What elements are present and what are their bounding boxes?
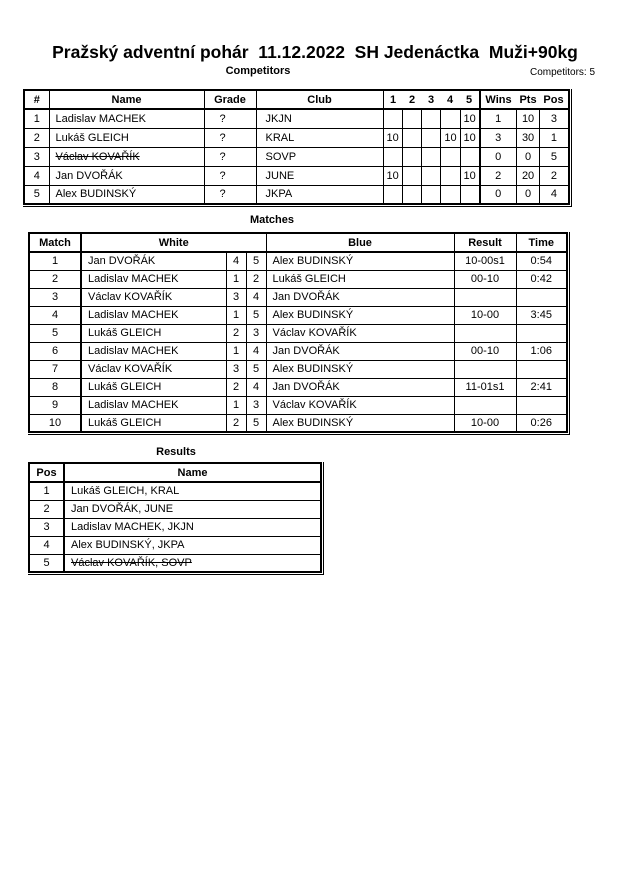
cell-pos: 2 xyxy=(29,500,64,518)
col-header-opp-2: 2 xyxy=(408,93,416,106)
col-header-match: Match xyxy=(29,233,81,252)
cell-white-name: Václav KOVAŘÍK xyxy=(81,360,226,378)
cell-pos: 5 xyxy=(540,147,569,166)
cell-time xyxy=(516,396,567,414)
cell-blue-number: 5 xyxy=(246,360,266,378)
cell-name: Alex BUDINSKÝ, JKPA xyxy=(64,536,321,554)
match-row xyxy=(29,306,567,324)
cell-blue-number: 2 xyxy=(246,270,266,288)
cell-white-name: Lukáš GLEICH xyxy=(81,378,226,396)
cell-vs-2 xyxy=(402,166,421,185)
cell-vs-1 xyxy=(383,109,402,128)
cell-name: Václav KOVAŘÍK, SOVP xyxy=(64,554,321,572)
cell-blue-name: Lukáš GLEICH xyxy=(266,270,454,288)
cell-blue-name: Jan DVOŘÁK xyxy=(266,378,454,396)
col-header-opp-3: 3 xyxy=(427,93,435,106)
cell-white-number: 3 xyxy=(226,288,246,306)
cell-white-number: 2 xyxy=(226,414,246,432)
cell-number: 2 xyxy=(24,128,49,147)
cell-pts: 0 xyxy=(516,147,540,166)
cell-white-number: 1 xyxy=(226,396,246,414)
match-row xyxy=(29,288,567,306)
cell-blue-number: 4 xyxy=(246,378,266,396)
matches-table-container xyxy=(28,232,570,435)
cell-name: Jan DVOŘÁK xyxy=(49,166,204,185)
cell-name: Alex BUDINSKÝ xyxy=(49,185,204,204)
cell-club: JKJN xyxy=(256,109,383,128)
cell-white-name: Jan DVOŘÁK xyxy=(81,252,226,270)
cell-match-number: 9 xyxy=(29,396,81,414)
cell-match-number: 8 xyxy=(29,378,81,396)
cell-vs-1: 10 xyxy=(383,166,402,185)
cell-match-number: 5 xyxy=(29,324,81,342)
cell-time: 3:45 xyxy=(516,306,567,324)
cell-vs-5 xyxy=(460,147,479,166)
cell-blue-number: 5 xyxy=(246,414,266,432)
cell-match-number: 3 xyxy=(29,288,81,306)
cell-blue-name: Alex BUDINSKÝ xyxy=(266,306,454,324)
cell-name: Ladislav MACHEK xyxy=(49,109,204,128)
matches-section-title: Matches xyxy=(249,214,295,226)
cell-vs-4 xyxy=(441,147,460,166)
cell-name: Lukáš GLEICH xyxy=(49,128,204,147)
cell-vs-2 xyxy=(402,109,421,128)
cell-vs-3 xyxy=(422,128,441,147)
cell-vs-4 xyxy=(441,185,460,204)
cell-blue-number: 5 xyxy=(246,252,266,270)
result-row xyxy=(29,536,321,554)
cell-blue-name: Václav KOVAŘÍK xyxy=(266,324,454,342)
cell-pts: 10 xyxy=(516,109,540,128)
cell-white-name: Lukáš GLEICH xyxy=(81,324,226,342)
cell-name: Ladislav MACHEK, JKJN xyxy=(64,518,321,536)
match-row xyxy=(29,396,567,414)
col-header-time: Time xyxy=(516,233,567,252)
results-rows xyxy=(29,482,321,572)
cell-wins: 1 xyxy=(480,109,517,128)
competitor-row xyxy=(24,128,569,147)
cell-white-number: 2 xyxy=(226,378,246,396)
col-header-number: # xyxy=(24,90,49,109)
match-row xyxy=(29,360,567,378)
cell-pos: 3 xyxy=(540,109,569,128)
match-row xyxy=(29,342,567,360)
cell-white-name: Ladislav MACHEK xyxy=(81,342,226,360)
result-row xyxy=(29,554,321,572)
page-title: Pražský adventní pohár 11.12.2022 SH Jedenáctka Muži+90kg xyxy=(52,42,578,62)
col-header-club: Club xyxy=(256,90,383,109)
col-header-pos: Pos xyxy=(543,93,564,106)
cell-time xyxy=(516,360,567,378)
cell-blue-number: 5 xyxy=(246,306,266,324)
cell-match-number: 4 xyxy=(29,306,81,324)
competitor-row xyxy=(24,147,569,166)
competitors-table xyxy=(23,89,570,205)
cell-match-number: 10 xyxy=(29,414,81,432)
cell-grade: ? xyxy=(204,128,256,147)
competitor-row xyxy=(24,166,569,185)
cell-pos: 1 xyxy=(29,482,64,500)
cell-time: 0:42 xyxy=(516,270,567,288)
cell-blue-name: Jan DVOŘÁK xyxy=(266,288,454,306)
cell-blue-name: Václav KOVAŘÍK xyxy=(266,396,454,414)
col-header-opp-1: 1 xyxy=(389,93,397,106)
cell-pos: 5 xyxy=(29,554,64,572)
cell-pos: 1 xyxy=(540,128,569,147)
cell-pts: 30 xyxy=(516,128,540,147)
cell-pos: 4 xyxy=(29,536,64,554)
cell-match-number: 6 xyxy=(29,342,81,360)
result-row xyxy=(29,482,321,500)
cell-time xyxy=(516,324,567,342)
cell-vs-2 xyxy=(402,128,421,147)
cell-wins: 2 xyxy=(480,166,517,185)
cell-white-number: 3 xyxy=(226,360,246,378)
competitors-section-title: Competitors xyxy=(225,65,291,77)
col-header-wins: Wins xyxy=(485,93,512,106)
cell-white-name: Ladislav MACHEK xyxy=(81,306,226,324)
cell-number: 5 xyxy=(24,185,49,204)
cell-white-name: Lukáš GLEICH xyxy=(81,414,226,432)
cell-vs-5: 10 xyxy=(460,128,479,147)
match-row xyxy=(29,414,567,432)
col-header-pts: Pts xyxy=(519,93,537,106)
col-header-white: White xyxy=(81,233,266,252)
match-row xyxy=(29,270,567,288)
col-header-standings xyxy=(480,90,569,109)
cell-grade: ? xyxy=(204,147,256,166)
cell-white-name: Ladislav MACHEK xyxy=(81,270,226,288)
cell-club: JKPA xyxy=(256,185,383,204)
cell-wins: 0 xyxy=(480,147,517,166)
cell-blue-name: Alex BUDINSKÝ xyxy=(266,252,454,270)
matches-rows xyxy=(29,252,567,432)
cell-time: 0:26 xyxy=(516,414,567,432)
matches-header-row xyxy=(29,233,567,252)
cell-number: 3 xyxy=(24,147,49,166)
cell-result: 10-00 xyxy=(454,306,516,324)
match-row xyxy=(29,378,567,396)
cell-wins: 0 xyxy=(480,185,517,204)
competitor-row xyxy=(24,109,569,128)
cell-result xyxy=(454,288,516,306)
cell-number: 1 xyxy=(24,109,49,128)
cell-blue-number: 4 xyxy=(246,288,266,306)
cell-grade: ? xyxy=(204,185,256,204)
cell-club: JUNE xyxy=(256,166,383,185)
cell-blue-number: 3 xyxy=(246,396,266,414)
cell-vs-4: 10 xyxy=(441,128,460,147)
col-header-pos: Pos xyxy=(29,463,64,482)
col-header-opponent-grid xyxy=(383,90,480,109)
result-row xyxy=(29,518,321,536)
col-header-opp-5: 5 xyxy=(465,93,473,106)
cell-vs-5: 10 xyxy=(460,166,479,185)
competitors-table-container xyxy=(23,89,572,207)
cell-time xyxy=(516,288,567,306)
competitors-header-row xyxy=(24,90,569,109)
cell-vs-2 xyxy=(402,147,421,166)
cell-result xyxy=(454,396,516,414)
cell-name: Václav KOVAŘÍK xyxy=(49,147,204,166)
cell-white-number: 4 xyxy=(226,252,246,270)
cell-white-number: 1 xyxy=(226,306,246,324)
competitors-count-label: Competitors: 5 xyxy=(530,67,596,78)
cell-grade: ? xyxy=(204,109,256,128)
matches-table xyxy=(28,232,568,433)
cell-vs-2 xyxy=(402,185,421,204)
cell-match-number: 2 xyxy=(29,270,81,288)
cell-vs-1: 10 xyxy=(383,128,402,147)
cell-vs-1 xyxy=(383,185,402,204)
cell-result: 10-00 xyxy=(454,414,516,432)
col-header-blue: Blue xyxy=(266,233,454,252)
cell-result: 00-10 xyxy=(454,342,516,360)
cell-pts: 20 xyxy=(516,166,540,185)
cell-pts: 0 xyxy=(516,185,540,204)
cell-pos: 3 xyxy=(29,518,64,536)
cell-wins: 3 xyxy=(480,128,517,147)
cell-white-number: 2 xyxy=(226,324,246,342)
cell-white-name: Ladislav MACHEK xyxy=(81,396,226,414)
cell-vs-3 xyxy=(422,185,441,204)
cell-blue-name: Jan DVOŘÁK xyxy=(266,342,454,360)
cell-name: Lukáš GLEICH, KRAL xyxy=(64,482,321,500)
competitors-rows xyxy=(24,109,569,204)
cell-vs-4 xyxy=(441,166,460,185)
cell-vs-3 xyxy=(422,147,441,166)
cell-vs-4 xyxy=(441,109,460,128)
cell-vs-5: 10 xyxy=(460,109,479,128)
cell-white-number: 1 xyxy=(226,270,246,288)
cell-time: 0:54 xyxy=(516,252,567,270)
cell-number: 4 xyxy=(24,166,49,185)
results-section-title: Results xyxy=(156,446,196,458)
cell-blue-name: Alex BUDINSKÝ xyxy=(266,360,454,378)
cell-white-name: Václav KOVAŘÍK xyxy=(81,288,226,306)
cell-pos: 2 xyxy=(540,166,569,185)
cell-result xyxy=(454,360,516,378)
cell-club: KRAL xyxy=(256,128,383,147)
cell-blue-number: 3 xyxy=(246,324,266,342)
cell-blue-number: 4 xyxy=(246,342,266,360)
col-header-name: Name xyxy=(64,463,321,482)
cell-vs-3 xyxy=(422,109,441,128)
cell-vs-1 xyxy=(383,147,402,166)
results-table xyxy=(28,462,322,573)
result-row xyxy=(29,500,321,518)
col-header-grade: Grade xyxy=(204,90,256,109)
cell-club: SOVP xyxy=(256,147,383,166)
competitor-row xyxy=(24,185,569,204)
cell-time: 1:06 xyxy=(516,342,567,360)
cell-pos: 4 xyxy=(540,185,569,204)
cell-match-number: 1 xyxy=(29,252,81,270)
cell-name: Jan DVOŘÁK, JUNE xyxy=(64,500,321,518)
col-header-result: Result xyxy=(454,233,516,252)
match-row xyxy=(29,324,567,342)
results-table-container xyxy=(28,462,324,575)
cell-vs-5 xyxy=(460,185,479,204)
col-header-name: Name xyxy=(49,90,204,109)
results-header-row xyxy=(29,463,321,482)
cell-result: 00-10 xyxy=(454,270,516,288)
cell-time: 2:41 xyxy=(516,378,567,396)
cell-white-number: 1 xyxy=(226,342,246,360)
col-header-opp-4: 4 xyxy=(446,93,454,106)
cell-result: 11-01s1 xyxy=(454,378,516,396)
cell-result xyxy=(454,324,516,342)
cell-result: 10-00s1 xyxy=(454,252,516,270)
match-row xyxy=(29,252,567,270)
cell-vs-3 xyxy=(422,166,441,185)
cell-blue-name: Alex BUDINSKÝ xyxy=(266,414,454,432)
cell-match-number: 7 xyxy=(29,360,81,378)
cell-grade: ? xyxy=(204,166,256,185)
